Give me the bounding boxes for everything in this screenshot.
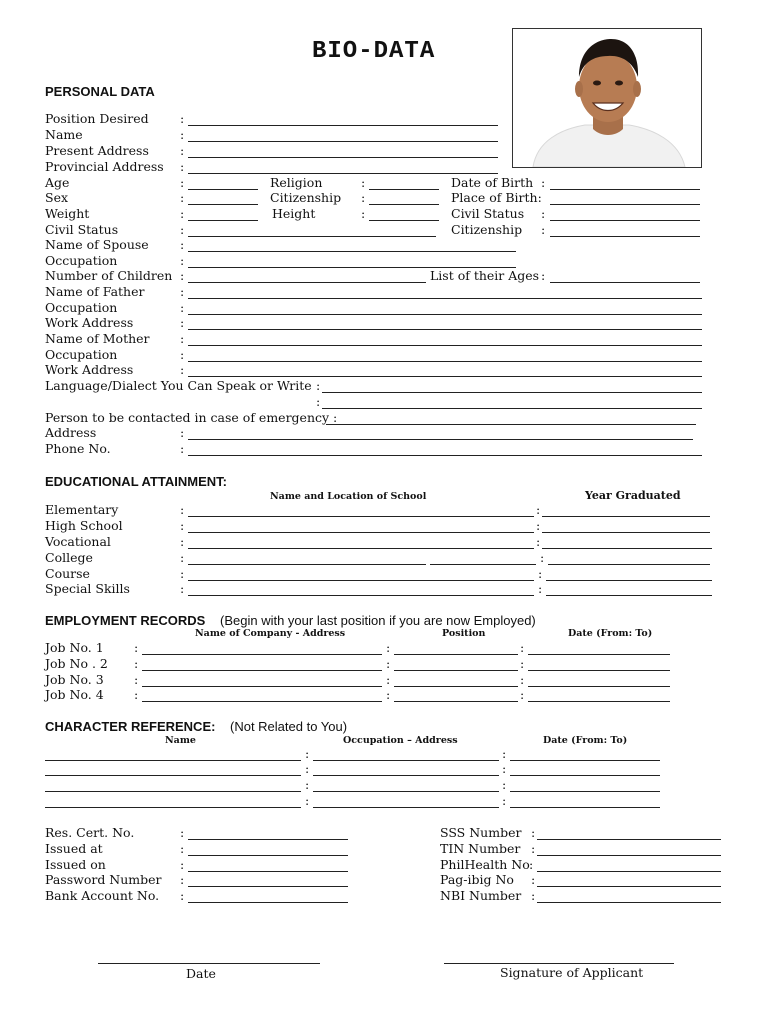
label-job-1: Job No. 1 xyxy=(45,640,104,655)
field-nbi-number[interactable] xyxy=(537,902,721,903)
colon: : xyxy=(305,746,310,761)
field-job-1-position[interactable] xyxy=(394,654,518,655)
colon: : xyxy=(180,857,185,872)
field-number-of-children[interactable] xyxy=(188,282,426,283)
field-vocational-school[interactable] xyxy=(188,548,534,549)
label-language: Language/Dialect You Can Speak or Write xyxy=(45,378,312,393)
colon: : xyxy=(180,566,185,581)
field-reference-1-occupation[interactable] xyxy=(313,760,499,761)
field-height[interactable] xyxy=(369,220,439,221)
colon: : xyxy=(180,534,185,549)
field-high-school-school[interactable] xyxy=(188,532,534,533)
field-sex[interactable] xyxy=(188,204,258,205)
label-sss-number: SSS Number xyxy=(440,825,522,840)
field-job-3-date[interactable] xyxy=(528,686,670,687)
label-date: Date xyxy=(186,966,216,981)
label-civil-status: Civil Status xyxy=(45,222,119,237)
field-job-3-company[interactable] xyxy=(142,686,382,687)
field-provincial-address[interactable] xyxy=(188,173,498,174)
colon: : xyxy=(180,841,185,856)
field-list-of-ages[interactable] xyxy=(550,282,700,283)
reference-col-date: Date (From: To) xyxy=(543,735,628,746)
field-address[interactable] xyxy=(188,439,693,440)
field-sss-number[interactable] xyxy=(537,839,721,840)
field-reference-4-date[interactable] xyxy=(510,807,660,808)
field-college-school[interactable] xyxy=(188,564,426,565)
colon: : xyxy=(541,268,546,283)
label-civil-status-right: Civil Status xyxy=(451,206,525,221)
colon: : xyxy=(180,362,185,377)
field-issued-at[interactable] xyxy=(188,855,348,856)
label-name: Name xyxy=(45,127,83,142)
colon: : xyxy=(538,581,543,596)
label-bank-account: Bank Account No. xyxy=(45,888,160,903)
colon: : xyxy=(536,534,541,549)
colon: : xyxy=(180,268,185,283)
field-position-desired[interactable] xyxy=(188,125,498,126)
field-civil-status-right[interactable] xyxy=(550,220,700,221)
reference-col-name: Name xyxy=(165,735,196,746)
field-date-of-birth[interactable] xyxy=(550,189,700,190)
label-philhealth-no: PhilHealth No xyxy=(440,857,530,872)
field-job-2-company[interactable] xyxy=(142,670,382,671)
employment-heading: EMPLOYMENT RECORDS xyxy=(45,613,206,628)
field-philhealth-no[interactable] xyxy=(537,871,721,872)
label-issued-at: Issued at xyxy=(45,841,103,856)
label-emergency-contact: Person to be contacted in case of emergency : xyxy=(45,410,338,425)
colon: : xyxy=(180,159,185,174)
field-reference-2-occupation[interactable] xyxy=(313,775,499,776)
label-vocational: Vocational xyxy=(45,534,111,549)
colon: : xyxy=(520,687,525,702)
colon: : xyxy=(180,190,185,205)
label-number-of-children: Number of Children xyxy=(45,268,173,283)
field-vocational-year[interactable] xyxy=(542,548,712,549)
field-password-number[interactable] xyxy=(188,886,348,887)
field-emergency-contact[interactable] xyxy=(326,424,696,425)
label-issued-on: Issued on xyxy=(45,857,106,872)
colon: : xyxy=(180,315,185,330)
colon: : xyxy=(180,300,185,315)
page-title: BIO-DATA xyxy=(312,38,436,65)
field-pagibig-no[interactable] xyxy=(537,886,721,887)
reference-note: (Not Related to You) xyxy=(230,719,348,734)
label-job-4: Job No. 4 xyxy=(45,687,104,702)
field-work-address-father[interactable] xyxy=(188,329,702,330)
colon: : xyxy=(361,206,366,221)
reference-heading: CHARACTER REFERENCE: xyxy=(45,719,216,734)
colon: : xyxy=(180,441,185,456)
colon: : xyxy=(502,793,507,808)
colon: : xyxy=(180,111,185,126)
label-high-school: High School xyxy=(45,518,123,533)
colon: : xyxy=(536,518,541,533)
label-occupation-spouse: Occupation xyxy=(45,253,118,268)
colon: : xyxy=(531,888,536,903)
field-name[interactable] xyxy=(188,141,498,142)
colon: : xyxy=(316,394,321,409)
field-reference-3-date[interactable] xyxy=(510,791,660,792)
colon: : xyxy=(180,143,185,158)
colon: : xyxy=(529,857,534,872)
field-special-skills-2[interactable] xyxy=(546,595,712,596)
colon: : xyxy=(361,190,366,205)
field-reference-2-name[interactable] xyxy=(45,775,301,776)
field-civil-status[interactable] xyxy=(188,236,436,237)
field-bank-account[interactable] xyxy=(188,902,348,903)
label-signature-of-applicant: Signature of Applicant xyxy=(500,965,644,980)
field-job-4-date[interactable] xyxy=(528,701,670,702)
field-tin-number[interactable] xyxy=(537,855,721,856)
colon: : xyxy=(502,777,507,792)
colon: : xyxy=(386,640,391,655)
label-list-of-ages: List of their Ages xyxy=(430,268,540,283)
label-name-of-father: Name of Father xyxy=(45,284,145,299)
label-sex: Sex xyxy=(45,190,69,205)
field-special-skills[interactable] xyxy=(188,595,534,596)
colon: : xyxy=(531,872,536,887)
employment-col-date: Date (From: To) xyxy=(568,628,653,639)
colon: : xyxy=(531,841,536,856)
label-height: Height xyxy=(272,206,316,221)
field-reference-2-date[interactable] xyxy=(510,775,660,776)
colon: : xyxy=(540,550,545,565)
label-tin-number: TIN Number xyxy=(440,841,521,856)
colon: : xyxy=(180,237,185,252)
label-job-2: Job No . 2 xyxy=(45,656,108,671)
label-occupation-father: Occupation xyxy=(45,300,118,315)
field-college-year[interactable] xyxy=(548,564,710,565)
label-nbi-number: NBI Number xyxy=(440,888,522,903)
field-occupation-father[interactable] xyxy=(188,314,702,315)
colon: : xyxy=(180,127,185,142)
colon: : xyxy=(134,640,139,655)
field-issued-on[interactable] xyxy=(188,871,348,872)
field-elementary-school[interactable] xyxy=(188,516,534,517)
personal-data-heading: PERSONAL DATA xyxy=(45,84,155,99)
field-religion[interactable] xyxy=(369,189,439,190)
label-phone: Phone No. xyxy=(45,441,111,456)
field-elementary-year[interactable] xyxy=(542,516,710,517)
field-name-of-mother[interactable] xyxy=(188,345,702,346)
applicant-photo xyxy=(512,28,702,168)
colon: : xyxy=(361,175,366,190)
colon: : xyxy=(538,566,543,581)
colon: : xyxy=(502,761,507,776)
employment-col-position: Position xyxy=(442,628,486,639)
colon: : xyxy=(536,502,541,517)
education-heading: EDUCATIONAL ATTAINMENT: xyxy=(45,474,227,489)
education-col-year: Year Graduated xyxy=(585,489,681,502)
field-college-school-2[interactable] xyxy=(430,564,536,565)
field-weight[interactable] xyxy=(188,220,258,221)
colon: : xyxy=(520,672,525,687)
field-reference-1-name[interactable] xyxy=(45,760,301,761)
label-password-number: Password Number xyxy=(45,872,162,887)
field-job-1-date[interactable] xyxy=(528,654,670,655)
colon: : xyxy=(134,687,139,702)
label-work-address-mother: Work Address xyxy=(45,362,134,377)
colon: : xyxy=(134,656,139,671)
field-age[interactable] xyxy=(188,189,258,190)
field-phone[interactable] xyxy=(188,455,702,456)
field-job-4-position[interactable] xyxy=(394,701,518,702)
label-pagibig-no: Pag-ibig No xyxy=(440,872,514,887)
employment-note: (Begin with your last position if you are now Employed) xyxy=(220,613,536,628)
field-res-cert-no[interactable] xyxy=(188,839,348,840)
label-age: Age xyxy=(45,175,70,190)
colon: : xyxy=(180,253,185,268)
label-date-of-birth: Date of Birth xyxy=(451,175,534,190)
colon: : xyxy=(180,331,185,346)
colon: : xyxy=(541,175,546,190)
colon: : xyxy=(180,206,185,221)
field-applicant-signature[interactable] xyxy=(444,963,674,964)
field-course[interactable] xyxy=(188,580,534,581)
label-present-address: Present Address xyxy=(45,143,149,158)
colon: : xyxy=(520,640,525,655)
label-elementary: Elementary xyxy=(45,502,119,517)
field-name-of-father[interactable] xyxy=(188,298,702,299)
colon: : xyxy=(531,825,536,840)
colon: : xyxy=(180,888,185,903)
colon: : xyxy=(180,518,185,533)
field-date-signature[interactable] xyxy=(98,963,320,964)
label-course: Course xyxy=(45,566,90,581)
colon: : xyxy=(316,378,321,393)
label-occupation-mother: Occupation xyxy=(45,347,118,362)
colon: : xyxy=(180,284,185,299)
label-citizenship-right: Citizenship xyxy=(451,222,523,237)
colon: : xyxy=(180,872,185,887)
colon: : xyxy=(520,656,525,671)
field-reference-4-name[interactable] xyxy=(45,807,301,808)
colon: : xyxy=(180,347,185,362)
education-col-school: Name and Location of School xyxy=(270,491,427,502)
colon: : xyxy=(541,206,546,221)
label-job-3: Job No. 3 xyxy=(45,672,104,687)
colon: : xyxy=(180,581,185,596)
field-name-of-spouse[interactable] xyxy=(188,251,516,252)
colon: : xyxy=(305,777,310,792)
field-reference-4-occupation[interactable] xyxy=(313,807,499,808)
applicant-photo-icon xyxy=(513,29,701,167)
field-job-2-date[interactable] xyxy=(528,670,670,671)
field-job-1-company[interactable] xyxy=(142,654,382,655)
label-res-cert-no: Res. Cert. No. xyxy=(45,825,135,840)
label-weight: Weight xyxy=(45,206,90,221)
field-citizenship[interactable] xyxy=(369,204,439,205)
field-reference-1-date[interactable] xyxy=(510,760,660,761)
field-present-address[interactable] xyxy=(188,157,498,158)
colon: : xyxy=(180,502,185,517)
field-occupation-mother[interactable] xyxy=(188,361,702,362)
field-job-4-company[interactable] xyxy=(142,701,382,702)
label-position-desired: Position Desired xyxy=(45,111,149,126)
field-language-2[interactable] xyxy=(322,408,702,409)
field-reference-3-name[interactable] xyxy=(45,791,301,792)
colon: : xyxy=(386,672,391,687)
colon: : xyxy=(305,793,310,808)
field-job-3-position[interactable] xyxy=(394,686,518,687)
field-reference-3-occupation[interactable] xyxy=(313,791,499,792)
label-citizenship: Citizenship xyxy=(270,190,342,205)
field-job-2-position[interactable] xyxy=(394,670,518,671)
label-work-address-father: Work Address xyxy=(45,315,134,330)
colon: : xyxy=(180,550,185,565)
label-special-skills: Special Skills xyxy=(45,581,130,596)
reference-col-occupation: Occupation – Address xyxy=(343,735,458,746)
field-course-year[interactable] xyxy=(546,580,712,581)
label-religion: Religion xyxy=(270,175,323,190)
label-college: College xyxy=(45,550,93,565)
colon: : xyxy=(180,825,185,840)
field-language-1[interactable] xyxy=(322,392,702,393)
colon: : xyxy=(305,761,310,776)
label-name-of-mother: Name of Mother xyxy=(45,331,150,346)
colon: : xyxy=(502,746,507,761)
field-citizenship-right[interactable] xyxy=(550,236,700,237)
colon: : xyxy=(134,672,139,687)
label-provincial-address: Provincial Address xyxy=(45,159,164,174)
colon: : xyxy=(180,175,185,190)
colon: : xyxy=(180,425,185,440)
employment-col-company: Name of Company - Address xyxy=(195,628,346,639)
colon: : xyxy=(386,687,391,702)
label-place-of-birth: Place of Birth: xyxy=(451,190,542,205)
field-high-school-year[interactable] xyxy=(542,532,710,533)
colon: : xyxy=(180,222,185,237)
label-address: Address xyxy=(45,425,97,440)
colon: : xyxy=(386,656,391,671)
field-work-address-mother[interactable] xyxy=(188,376,702,377)
label-name-of-spouse: Name of Spouse xyxy=(45,237,149,252)
colon: : xyxy=(541,222,546,237)
field-place-of-birth[interactable] xyxy=(550,204,700,205)
